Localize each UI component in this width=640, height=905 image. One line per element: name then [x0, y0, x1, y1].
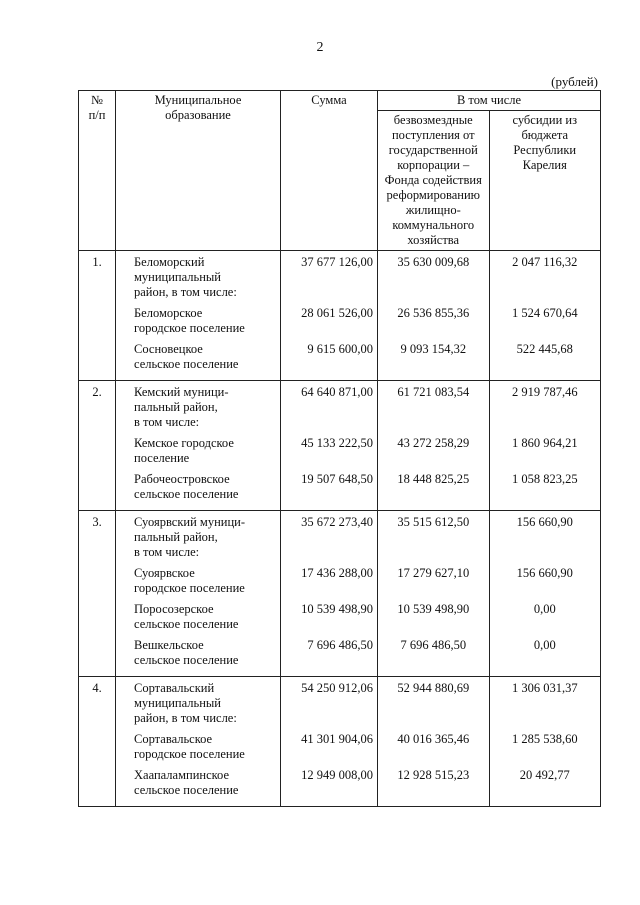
- municipality-name: [116, 511, 281, 677]
- sum-value: 35 672 273,40: [301, 515, 373, 529]
- name-text: Суоярвский муници- пальный район, в том числе:: [134, 515, 246, 559]
- fund-value: 26 536 855,36: [397, 306, 470, 320]
- name-text: Кемский муници- пальный район, в том числе:: [134, 385, 229, 429]
- row-number: [79, 511, 116, 677]
- sum-cell: [281, 677, 378, 807]
- row-number-text: 4.: [92, 681, 102, 695]
- sum-value: 28 061 526,00: [301, 306, 373, 320]
- row-number: [79, 677, 116, 807]
- subsidy-value: 1 285 538,60: [511, 732, 578, 746]
- fund-value: 7 696 486,50: [400, 638, 467, 652]
- sum-cell: [281, 511, 378, 677]
- name-text: Беломорский муниципальный район, в том числе:: [134, 255, 237, 299]
- row-number-text: 1.: [92, 255, 102, 269]
- subsidy-value: 0,00: [533, 638, 556, 652]
- fund-value: 18 448 825,25: [397, 472, 470, 486]
- subsidy-value: 2 919 787,46: [511, 385, 578, 399]
- subsidy-value: 156 660,90: [516, 566, 573, 580]
- fund-value: 35 515 612,50: [397, 515, 470, 529]
- row-number-text: 3.: [92, 515, 102, 529]
- fund-cell: [378, 251, 490, 381]
- sum-value: 19 507 648,50: [301, 472, 373, 486]
- sum-value: 64 640 871,00: [301, 385, 373, 399]
- name-text: Хаапалампинское сельское поселение: [134, 768, 239, 797]
- table-row: [79, 677, 601, 807]
- sum-value: 54 250 912,06: [301, 681, 373, 695]
- name-text: Суоярвское городское поселение: [134, 566, 245, 595]
- allocation-table: [78, 90, 601, 807]
- subsidy-value: 1 306 031,37: [511, 681, 578, 695]
- fund-value: 10 539 498,90: [397, 602, 470, 616]
- fund-value: 61 721 083,54: [397, 385, 470, 399]
- municipality-name: [116, 381, 281, 511]
- fund-value: 43 272 258,29: [397, 436, 470, 450]
- name-text: Поросозерское сельское поселение: [134, 602, 239, 631]
- subsidy-cell: [489, 381, 601, 511]
- fund-value: 35 630 009,68: [397, 255, 470, 269]
- subsidy-value: 2 047 116,32: [512, 255, 578, 269]
- name-text: Беломорское городское поселение: [134, 306, 245, 335]
- sum-value: 9 615 600,00: [307, 342, 373, 356]
- subsidy-value: 522 445,68: [516, 342, 573, 356]
- sum-value: 45 133 222,50: [301, 436, 373, 450]
- row-number: [79, 381, 116, 511]
- fund-cell: [378, 381, 490, 511]
- table-body: [79, 251, 601, 807]
- sum-value: 41 301 904,06: [301, 732, 373, 746]
- sum-value: 7 696 486,50: [307, 638, 373, 652]
- subsidy-value: 156 660,90: [516, 515, 573, 529]
- fund-cell: [378, 511, 490, 677]
- fund-value: 40 016 365,46: [397, 732, 470, 746]
- table-row: [79, 251, 601, 381]
- page-number: 2: [316, 40, 324, 55]
- name-text: Кемское городское поселение: [134, 436, 234, 465]
- header-name: Муниципальное образование: [116, 91, 281, 251]
- subsidy-cell: [489, 251, 601, 381]
- subsidy-value: 1 860 964,21: [511, 436, 578, 450]
- header-sum: Сумма: [281, 91, 378, 251]
- subsidy-value: 1 058 823,25: [511, 472, 578, 486]
- table-row: [79, 381, 601, 511]
- subsidy-cell: [489, 511, 601, 677]
- header-including: В том числе: [378, 91, 601, 111]
- table-row: [79, 511, 601, 677]
- fund-cell: [378, 677, 490, 807]
- row-number: [79, 251, 116, 381]
- sum-value: 37 677 126,00: [301, 255, 373, 269]
- municipality-name: [116, 251, 281, 381]
- fund-value: 17 279 627,10: [397, 566, 470, 580]
- subsidy-value: 20 492,77: [519, 768, 570, 782]
- subsidy-value: 1 524 670,64: [511, 306, 578, 320]
- name-text: Сортавальское городское поселение: [134, 732, 245, 761]
- subsidy-cell: [489, 677, 601, 807]
- unit-label: (рублей): [551, 74, 598, 89]
- row-number-text: 2.: [92, 385, 102, 399]
- sum-value: 17 436 288,00: [301, 566, 373, 580]
- sum-value: 10 539 498,90: [301, 602, 373, 616]
- name-text: Рабочеостровское сельское поселение: [134, 472, 239, 501]
- header-fund: безвозмездные поступления от государственной корпорации – Фонда содействия реформированию жилищно- коммунального хозяйства: [378, 111, 490, 251]
- header-subsidy: субсидии из бюджета Республики Карелия: [489, 111, 601, 251]
- name-text: Вешкельское сельское поселение: [134, 638, 239, 667]
- name-text: Сосновецкое сельское поселение: [134, 342, 239, 371]
- sum-cell: [281, 251, 378, 381]
- header-num: № п/п: [79, 91, 116, 251]
- header-row: [79, 91, 601, 111]
- name-text: Сортавальский муниципальный район, в том числе:: [134, 681, 237, 725]
- fund-value: 9 093 154,32: [400, 342, 467, 356]
- fund-value: 52 944 880,69: [397, 681, 470, 695]
- sum-value: 12 949 008,00: [301, 768, 373, 782]
- subsidy-value: 0,00: [533, 602, 556, 616]
- municipality-name: [116, 677, 281, 807]
- fund-value: 12 928 515,23: [397, 768, 470, 782]
- sum-cell: [281, 381, 378, 511]
